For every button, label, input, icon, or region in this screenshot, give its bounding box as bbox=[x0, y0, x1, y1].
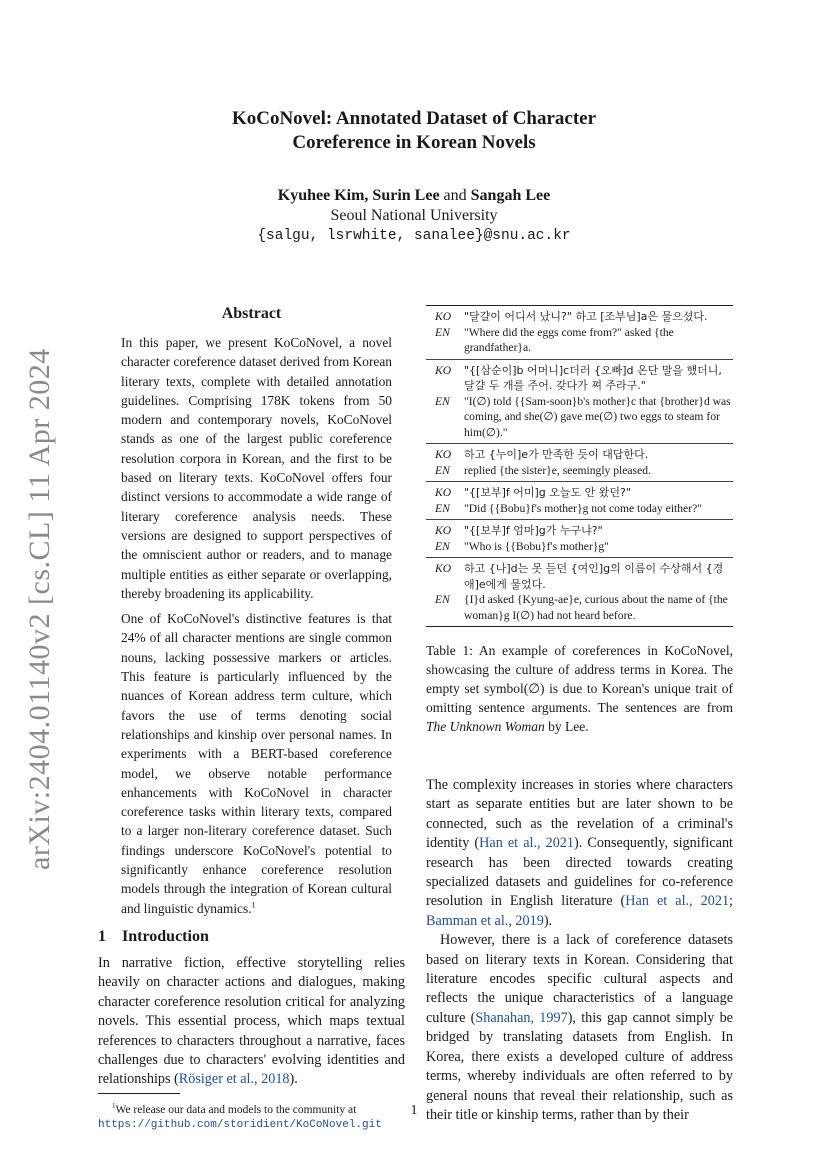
author-block bbox=[150, 186, 678, 246]
table-row bbox=[426, 363, 733, 394]
table-cell-lang: EN bbox=[435, 593, 450, 606]
table-cell-text: replied {the sister}e, seemingly pleased. bbox=[464, 463, 651, 477]
citation-link[interactable]: Bamman et al., 2019 bbox=[426, 912, 544, 929]
table-row-group bbox=[426, 306, 733, 360]
table-cell-text: "I(∅) told {{Sam-soon}b's mother}c that {brother}d was coming, and she(∅) gave me(∅) two eggs to steam for him(∅)." bbox=[464, 394, 731, 439]
right-text-2a: However, there is a lack of coreference datasets based on literary texts in Korean. Considering that literature encodes specific cultural aspects and reflects the unique characteristics of a language culture ( bbox=[426, 932, 733, 1026]
paper-title bbox=[150, 107, 678, 155]
affiliation: Seoul National University bbox=[330, 207, 498, 224]
right-paragraph-1 bbox=[426, 776, 733, 931]
citation-link[interactable]: Han et al., 2021 bbox=[479, 835, 574, 852]
abstract-paragraph-2 bbox=[121, 609, 392, 918]
table-cell-lang: EN bbox=[435, 501, 450, 515]
example-table bbox=[426, 305, 733, 627]
table-row bbox=[426, 463, 733, 479]
title-line-1: KoCoNovel: Annotated Dataset of Character bbox=[231, 108, 597, 129]
table-row bbox=[426, 501, 733, 517]
right-text-2b: ), this gap cannot simply be bridged by translating datasets from English. In Korea, there exists a developed culture of address terms, whereby individuals are often referred to by general nouns that reveal their relationship, such as their title or kinship terms, rather than by their bbox=[426, 1009, 733, 1123]
page-number: 1 bbox=[410, 1103, 418, 1118]
table-row-group bbox=[426, 444, 733, 482]
arxiv-identifier: arXiv:2404.01140v2 [cs.CL] 11 Apr 2024 bbox=[23, 348, 56, 870]
table-row bbox=[426, 523, 733, 539]
intro-text: In narrative fiction, effective storytelling relies heavily on character actions and dialogues, making character coreference resolution critical for analyzing novels. This essential process, which maps textual references to characters throughout a narrative, faces challenges due to characters' evolving identities and relationships ( bbox=[98, 954, 405, 1088]
table-row bbox=[426, 447, 733, 463]
intro-body bbox=[98, 954, 405, 1090]
caption-end: by Lee. bbox=[548, 719, 589, 734]
footnote-number: 1 bbox=[112, 1101, 116, 1110]
table-cell-text: "Where did the eggs come from?" asked {the grandfather}a. bbox=[464, 325, 674, 354]
table-cell-lang: EN bbox=[435, 394, 450, 408]
citation-link[interactable]: Rösiger et al., 2018 bbox=[178, 1071, 290, 1088]
footnote-divider bbox=[98, 1093, 180, 1094]
footnote-text: We release our data and models to the community at bbox=[115, 1103, 357, 1116]
table-cell-lang: KO bbox=[435, 486, 452, 499]
abstract-heading: Abstract bbox=[221, 305, 282, 322]
table-row-group bbox=[426, 520, 733, 558]
table-cell-lang: EN bbox=[435, 325, 450, 339]
right-text-1a: The complexity increases in stories where characters start as separate entities but are later shown to be connected, such as the revelation of a criminal's identity ( bbox=[426, 777, 733, 852]
authors-first: Kyuhee Kim, Surin Lee bbox=[277, 187, 440, 204]
title-line-2: Coreference in Korean Novels bbox=[292, 132, 536, 153]
table-cell-text: 하고 {나]d는 못 듣던 {여인]g의 이름이 수상해서 {경애]e에게 물었다. bbox=[464, 562, 724, 591]
table-caption bbox=[426, 641, 733, 736]
footnote-url-link[interactable]: https://github.com/storidient/KoCoNovel.git bbox=[98, 1118, 382, 1131]
left-column bbox=[98, 305, 405, 1133]
right-text-1c: ). bbox=[543, 912, 553, 929]
table-row-group bbox=[426, 558, 733, 626]
table-cell-text: "{[보부]f 엄마]g가 누구냐?" bbox=[464, 524, 603, 537]
table-row-group bbox=[426, 360, 733, 445]
table-cell-text: "{[보부]f 어미]g 오늘도 안 왔던?" bbox=[464, 486, 631, 499]
table-cell-lang: KO bbox=[435, 524, 452, 537]
table-row bbox=[426, 539, 733, 555]
table-cell-text: 하고 {누이]e가 만족한 듯이 대답한다. bbox=[464, 448, 649, 461]
caption-text: Table 1: An example of coreferences in KoCoNovel, showcasing the culture of address terms in Korea. The empty set symbol(∅) is due to Korean's unique trait of omitting sentence arguments. The sentences are from bbox=[426, 643, 733, 715]
author-email: {salgu, lsrwhite, sanalee}@snu.ac.kr bbox=[257, 228, 571, 244]
citation-link[interactable]: Shanahan, 1997 bbox=[475, 1009, 568, 1026]
table-cell-text: "Did {{Bobu}f's mother}g not come today either?" bbox=[464, 501, 702, 515]
right-column bbox=[426, 305, 733, 1125]
table-cell-lang: EN bbox=[435, 463, 450, 477]
table-cell-text: "달걀이 어디서 났니?" 하고 [조부님]a은 물으셨다. bbox=[464, 310, 708, 323]
table-cell-text: "Who is {{Bobu}f's mother}g" bbox=[464, 539, 609, 553]
table-cell-lang: KO bbox=[435, 363, 452, 377]
intro-paragraph-1 bbox=[98, 954, 405, 1090]
footnote-mark[interactable]: 1 bbox=[251, 900, 256, 910]
citation-separator: ; bbox=[729, 893, 733, 910]
table-row bbox=[426, 485, 733, 501]
section-heading-introduction bbox=[98, 928, 405, 946]
author-names bbox=[150, 186, 678, 206]
right-text-1b: ). Consequently, significant research has been directed towards creating specialized datasets and guidelines for co-reference resolution in English literature ( bbox=[426, 835, 733, 910]
table-cell-lang: KO bbox=[435, 448, 452, 461]
table-row bbox=[426, 325, 733, 356]
abstract-paragraph-1: In this paper, we present KoCoNovel, a novel character coreference dataset derived from Korean literary texts, complete with detailed annotation guidelines. Comprising 178K tokens from 50 modern and contemporary novels, KoCoNovel stands as one of the largest public coreference resolution corpora in Korean, and the first to be based on literary texts. KoCoNovel offers four distinct versions to accommodate a wide range of literary coreference analysis needs. These versions are designed to support perspectives of the omniscient author or readers, and to manage multiple entities as either separate or overlapping, thereby broadening its applicability. bbox=[121, 335, 392, 601]
table-row bbox=[426, 592, 733, 623]
abstract-paragraph-2-text: One of KoCoNovel's distinctive features is that 24% of all character mentions are single common nouns, lacking possessive markers or articles. This feature is particularly influenced by the nuances of Korean address term culture, which favors the use of terms denoting social relationships and kinship over personal names. In experiments with a BERT-based coreference model, we observe notable performance enhancements with KoCoNovel in character coreference tasks within literary texts, compared to a larger non-literary coreference dataset. Such findings underscore KoCoNovel's potential to significantly enhance coreference resolution models through the integration of Korean cultural and linguistic dynamics. bbox=[121, 611, 392, 916]
intro-text-end: ). bbox=[289, 1071, 298, 1088]
right-paragraph-2 bbox=[426, 931, 733, 1125]
table-row bbox=[426, 309, 733, 325]
authors-last: Sangah Lee bbox=[470, 187, 551, 204]
abstract-body bbox=[98, 333, 405, 918]
table-cell-lang: EN bbox=[435, 539, 450, 553]
table-cell-lang: KO bbox=[435, 310, 452, 323]
table-row bbox=[426, 561, 733, 592]
table-row-group bbox=[426, 482, 733, 520]
authors-and: and bbox=[443, 187, 467, 204]
caption-source: The Unknown Woman bbox=[426, 719, 545, 734]
table-cell-text: "{[삼순이]b 어머니]c더러 {오빠]d 온단 말을 했더니, 달걀 두 개를 주어. 갖다가 쪄 주라구." bbox=[464, 363, 722, 392]
table-row bbox=[426, 394, 733, 441]
section-number: 1 bbox=[98, 927, 106, 945]
citation-link[interactable]: Han et al., 2021 bbox=[625, 893, 730, 910]
table-cell-lang: KO bbox=[435, 562, 452, 575]
table-cell-text: {I}d asked {Kyung-ae}e, curious about the name of {the woman}g I(∅) had not heard before. bbox=[464, 593, 728, 622]
right-body bbox=[426, 776, 733, 1125]
section-title: Introduction bbox=[122, 927, 209, 945]
